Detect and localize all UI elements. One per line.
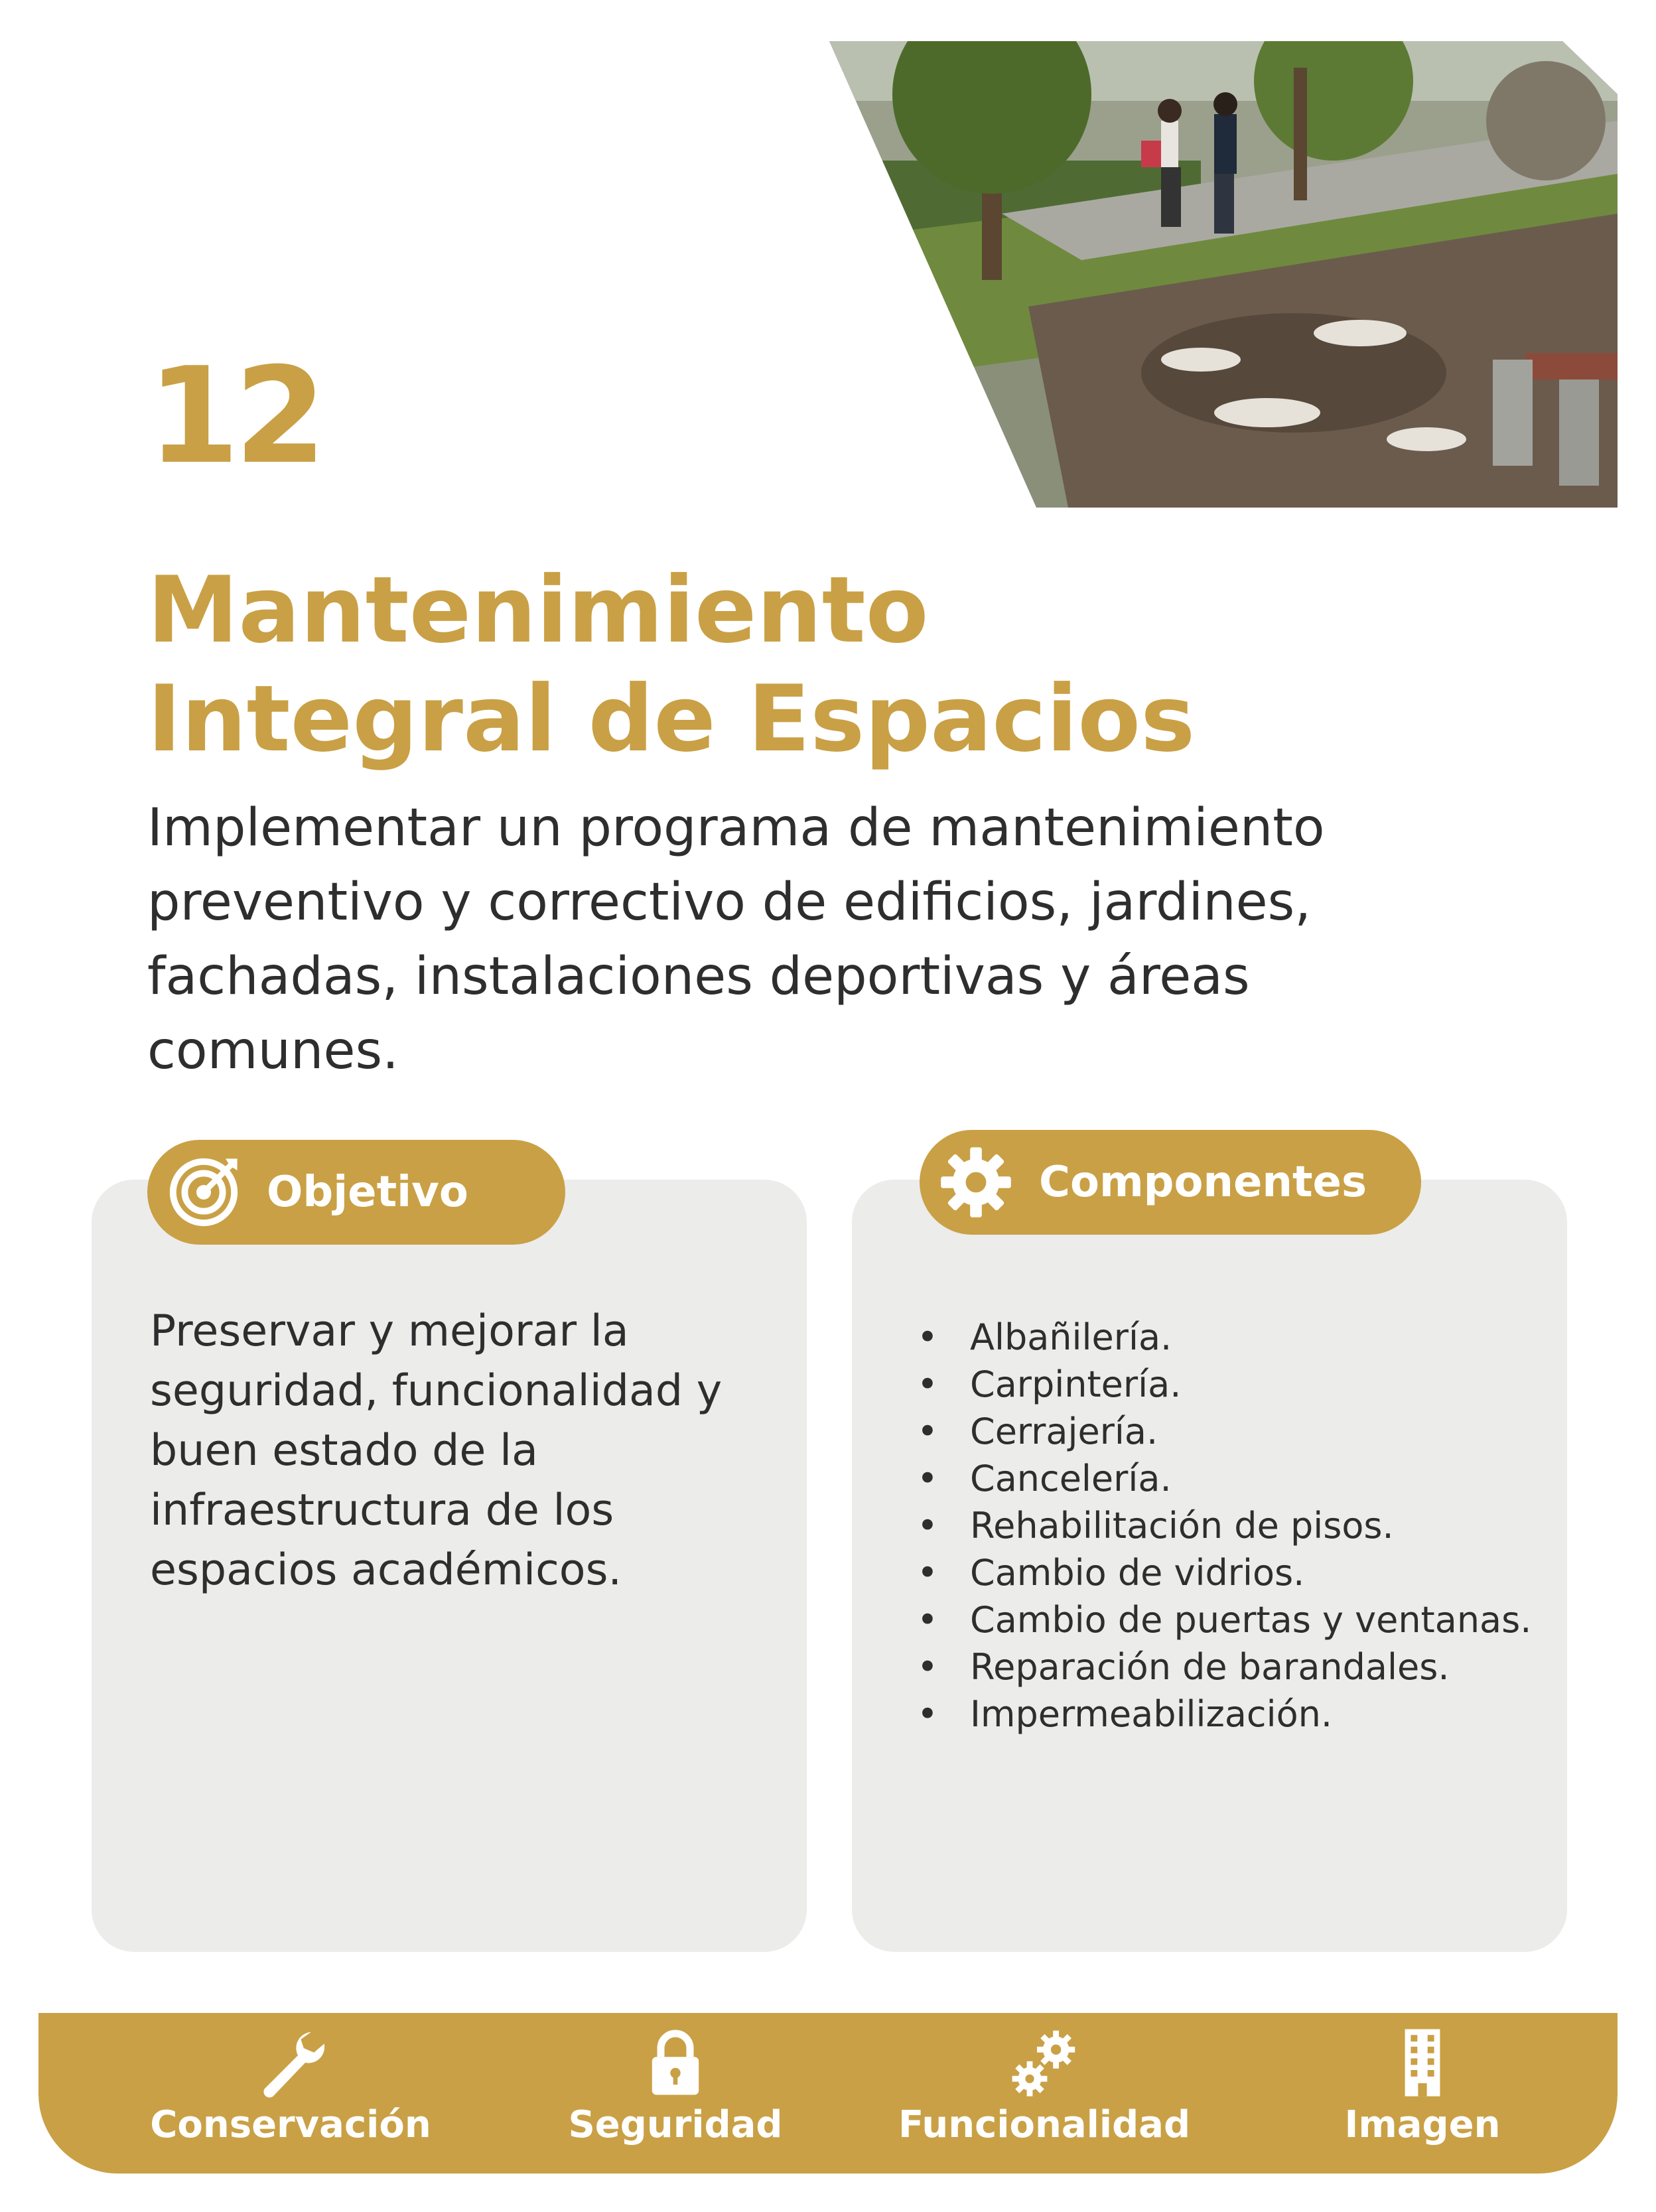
title-line-1: Mantenimiento (147, 557, 929, 663)
components-header (920, 1130, 1421, 1235)
objective-text: Preservar y mejorar la seguridad, funcionalidad y buen estado de la infraestructura de los espacios académicos. (150, 1306, 723, 1595)
lock-icon (639, 2026, 712, 2099)
garden-illustration (829, 41, 1618, 508)
list-item: • Cancelería. (917, 1455, 1580, 1502)
components-list (917, 1314, 1580, 1738)
wrench-icon (254, 2026, 327, 2099)
list-item: • Impermeabilización. (917, 1691, 1580, 1738)
title-line-2: Integral de Espacios (147, 665, 1196, 772)
target-icon (167, 1156, 240, 1229)
footer-item-imagen (1263, 2026, 1582, 2146)
objective-header (147, 1140, 565, 1245)
campus-garden-photo (829, 41, 1618, 508)
footer-item-conservacion (131, 2026, 450, 2146)
footer-bar (38, 2013, 1618, 2174)
list-item: • Albañilería. (917, 1314, 1580, 1361)
list-item: • Cerrajería. (917, 1408, 1580, 1455)
list-item: • Reparación de barandales. (917, 1643, 1580, 1691)
components-label: Componentes (1039, 1158, 1367, 1207)
list-item: • Cambio de vidrios. (917, 1549, 1580, 1596)
gear-icon (939, 1146, 1012, 1219)
footer-item-funcionalidad (885, 2026, 1204, 2146)
list-item: • Cambio de puertas y ventanas. (917, 1596, 1580, 1643)
gears-icon (1008, 2026, 1081, 2099)
list-item: • Rehabilitación de pisos. (917, 1502, 1580, 1549)
objective-label: Objetivo (267, 1168, 468, 1217)
footer-label-funcionalidad: Funcionalidad (898, 2103, 1191, 2146)
building-icon (1386, 2026, 1459, 2099)
footer-label-seguridad: Seguridad (568, 2103, 783, 2146)
section-number: 12 (147, 339, 322, 494)
list-item: • Carpintería. (917, 1361, 1580, 1408)
page-description: Implementar un programa de mantenimiento preventivo y correctivo de edificios, jardines, fachadas, instalaciones deportivas y áreas comunes. (147, 798, 1325, 1081)
page-title (147, 556, 1408, 774)
footer-label-conservacion: Conservación (150, 2103, 431, 2146)
footer-label-imagen: Imagen (1344, 2103, 1501, 2146)
footer-item-seguridad (516, 2026, 835, 2146)
